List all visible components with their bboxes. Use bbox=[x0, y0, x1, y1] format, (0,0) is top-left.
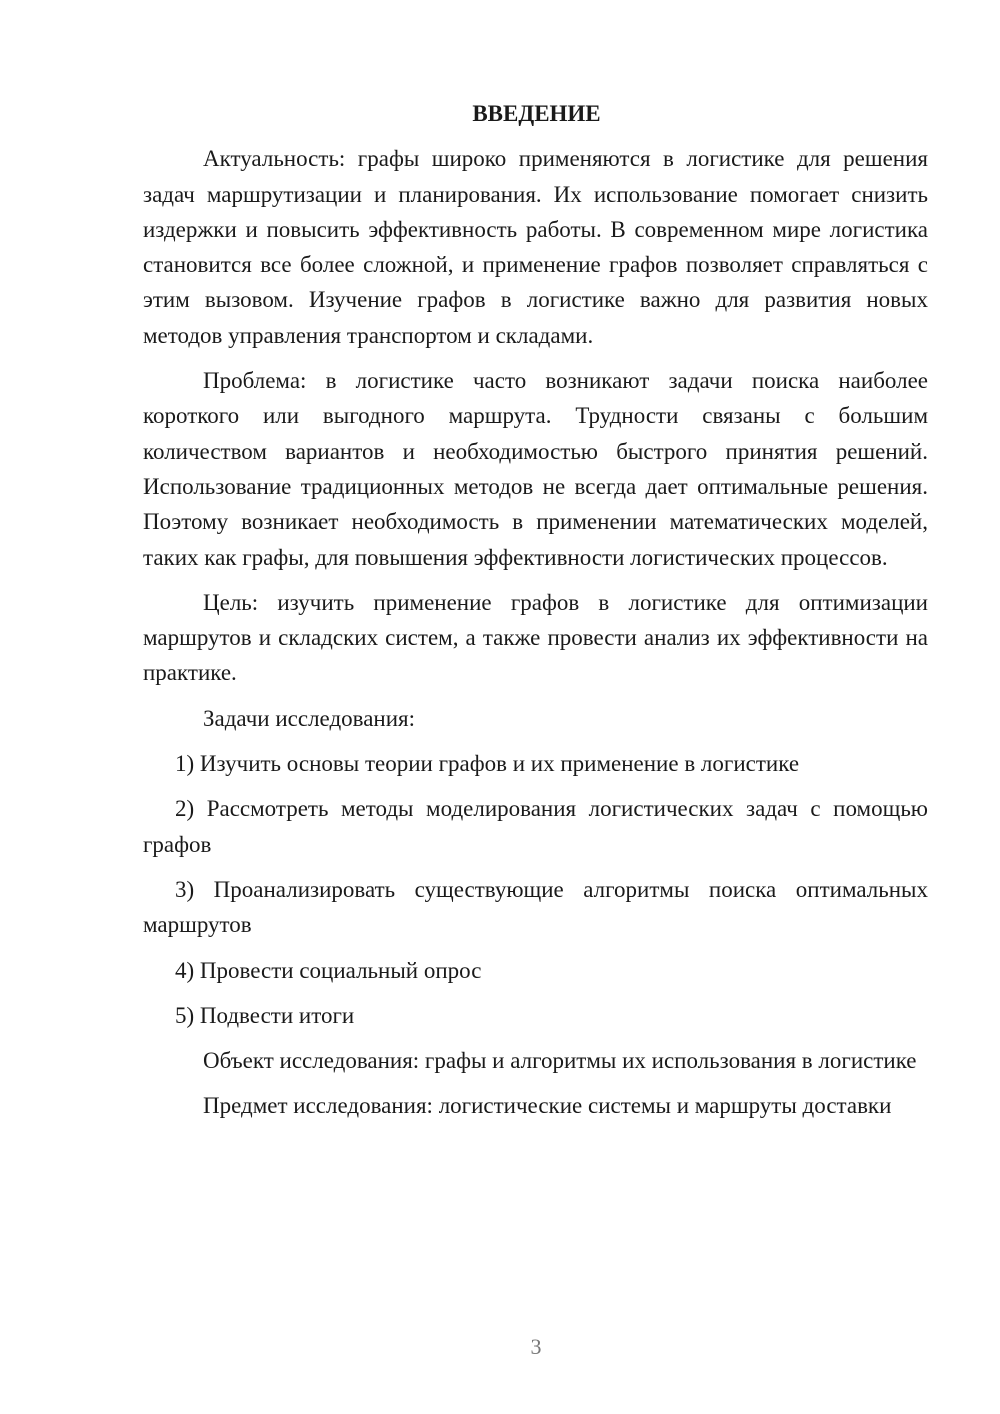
page-number: 3 bbox=[530, 1334, 542, 1359]
relevance-paragraph: Актуальность: графы широко применяются в логистике для решения задач маршрутизации и планирования. Их использование помогает снизить издержки и повысить эффективность работы. В современном мире логистика становится все более сложной, и применение графов позволяет справляться с этим вызовом. Изучение графов в логистике важно для развития новых методов управления транспортом и складами. bbox=[143, 146, 928, 348]
problem-paragraph: Проблема: в логистике часто возникают задачи поиска наиболее короткого или выгодного маршрута. Трудности связаны с большим количеством вариантов и необходимостью быстрого принятия решений. Использование традиционных методов не всегда дает оптимальные решения. Поэтому возникает необходимость в применении математических моделей, таких как графы, для повышения эффективности логистических процессов. bbox=[143, 368, 928, 570]
section-title: ВВЕДЕНИЕ bbox=[472, 101, 601, 126]
research-object-paragraph: Объект исследования: графы и алгоритмы их использования в логистике bbox=[203, 1048, 917, 1074]
task-item: 2) Рассмотреть методы моделирования логистических задач с помощью графов bbox=[143, 796, 928, 857]
tasks-heading: Задачи исследования: bbox=[203, 705, 416, 731]
task-item: 3) Проанализировать существующие алгоритмы поиска оптимальных маршрутов bbox=[143, 876, 928, 938]
task-item: 5) Подвести итоги bbox=[175, 1002, 355, 1028]
page-content bbox=[143, 96, 928, 1124]
task-item: 4) Провести социальный опрос bbox=[175, 957, 482, 983]
goal-paragraph: Цель: изучить применение графов в логистике для оптимизации маршрутов и складских систем, а также провести анализ их эффективности на практике. bbox=[143, 589, 928, 686]
research-subject-paragraph: Предмет исследования: логистические системы и маршруты доставки bbox=[203, 1093, 892, 1119]
task-item: 1) Изучить основы теории графов и их применение в логистике bbox=[175, 751, 800, 777]
